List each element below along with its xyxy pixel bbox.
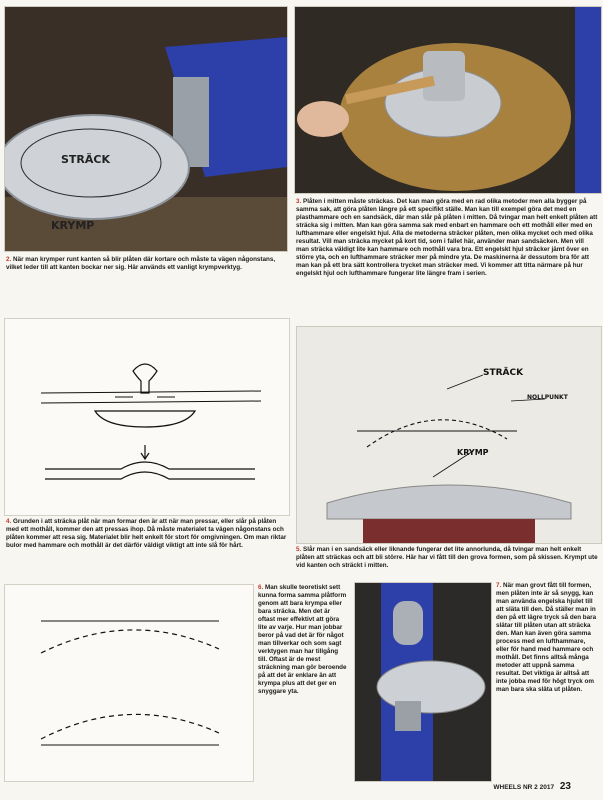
english-wheel-illustration	[355, 583, 491, 781]
press-diagram	[5, 319, 289, 515]
caption-4-text: Grunden i att sträcka plåt när man formar den är att när man pressar, eller slår på plåten med ett mothåll, kommer den att pressas ihop. Då måste materialet ta vägen någonstans och plåten kommer att resa sig. Materialet blir helt enkelt för stort för omgivningen. Om man riktar bulor med hammare och mothåll är det därför väldigt viktigt att inte slå för hårt.	[6, 518, 287, 549]
shrinking-tool-illustration	[5, 7, 287, 251]
caption-2-number: 2.	[6, 256, 12, 263]
photo-sandbag-hammer	[294, 6, 602, 194]
caption-5-number: 5.	[296, 546, 302, 553]
photo5-label-stretch: STRÄCK	[483, 368, 524, 378]
caption-2	[6, 256, 288, 272]
caption-7-number: 7.	[496, 582, 502, 589]
shrink-stretch-diagram	[5, 585, 253, 781]
footer-page-number: 23	[559, 781, 571, 792]
photo5-label-shrink: KRYMP	[457, 448, 489, 457]
caption-2-text: När man krymper runt kanten så blir plåten där kortare och måste ta vägen någonstans, vilket leder till att kanten bockar ner sig. Här används ett vanligt krympverktyg.	[6, 256, 276, 271]
caption-7	[496, 582, 598, 694]
shaped-panel-illustration	[297, 327, 601, 543]
sandbag-illustration	[295, 7, 601, 193]
caption-6-number: 6.	[258, 584, 264, 591]
sketch-press-diagram	[4, 318, 290, 516]
caption-3-text: Plåten i mitten måste sträckas. Det kan man göra med en rad olika metoder men alla bygger på samma sak, att göra plåten längre på ett specifikt ställe. Man kan till exempel göra det med en plasthammare och en sandsäck, där man slår på plåten i mitten. Då tvingar man helt enkelt plåten att sträcka sig i mitten. Man kan göra samma sak med enbart en hammare och ett mothåll eller med en lufthammare eller engelskt hjul. Alla de metoderna sträcker plåten, men olika mycket och med olika resultat. Vill man sträcka mycket på kort tid, som i fallet här, använder man sandsäcken. Men vill man sträcka väldigt lite kan hammare och mothåll vara bra. Ett engelskt hjul sträcker jämt över en större yta, och en lufthammare sträcker mer på mindre yta. De maskinerna är dessutom bra för att man kan på ett bra sätt kontrollera trycket man sträcker med. Vi kommer att titta närmare på hur engelskt hjul och lufthammare fungerar lite längre fram i serien.	[296, 198, 598, 277]
page-footer	[493, 781, 571, 792]
caption-5	[296, 546, 600, 570]
sketch-shrink-stretch	[4, 584, 254, 782]
caption-6	[258, 584, 348, 696]
photo-english-wheel	[354, 582, 492, 782]
photo-shrinking-tool	[4, 6, 288, 252]
photo1-label-stretch: STRÄCK	[61, 153, 111, 166]
caption-5-text: Slår man i en sandsäck eller liknande fungerar det lite annorlunda, då tvingar man helt enkelt plåten att sträckas och att bli större. Här har vi fått till den grova formen, som på skissen. Krympt ute vid kanten och sträckt i mitten.	[296, 546, 598, 569]
photo1-label-shrink: KRYMP	[51, 219, 95, 232]
caption-3-number: 3.	[296, 198, 302, 205]
caption-4-number: 4.	[6, 518, 12, 525]
caption-3	[296, 198, 598, 278]
photo5-label-zero: NOLLPUNKT	[527, 394, 568, 401]
caption-7-text: När man grovt fått till formen, men plåten inte är så snygg, kan man använda engelska hjulet till att släta till den. Då ställer man in den på ett lägre tryck så den bara slätar till plåten utan att sträcka den. Man kan även göra samma process med en lufthammare, eller för hand med hammare och mothåll. Det finns alltså många metoder att uppnå samma resultat. Det viktiga är alltså att inte jobba med för högt tryck om man bara ska släta ut plåten.	[496, 582, 597, 693]
caption-4	[6, 518, 290, 550]
photo-shaped-panel	[296, 326, 602, 544]
caption-6-text: Man skulle teoretiskt sett kunna forma samma plåtform genom att bara krympa eller bara sträcka. Men det är oftast mer effektivt att göra lite av varje. Hur man jobbar beror på vad det är för något man tillverkar och som sagt verktygen man har tillgång till. Oftast är de mest sträckning man gör beroende på att det är enklare än att krympa plus att det ger en snyggare yta.	[258, 584, 347, 695]
footer-magazine: WHEELS NR 2 2017	[493, 784, 555, 791]
